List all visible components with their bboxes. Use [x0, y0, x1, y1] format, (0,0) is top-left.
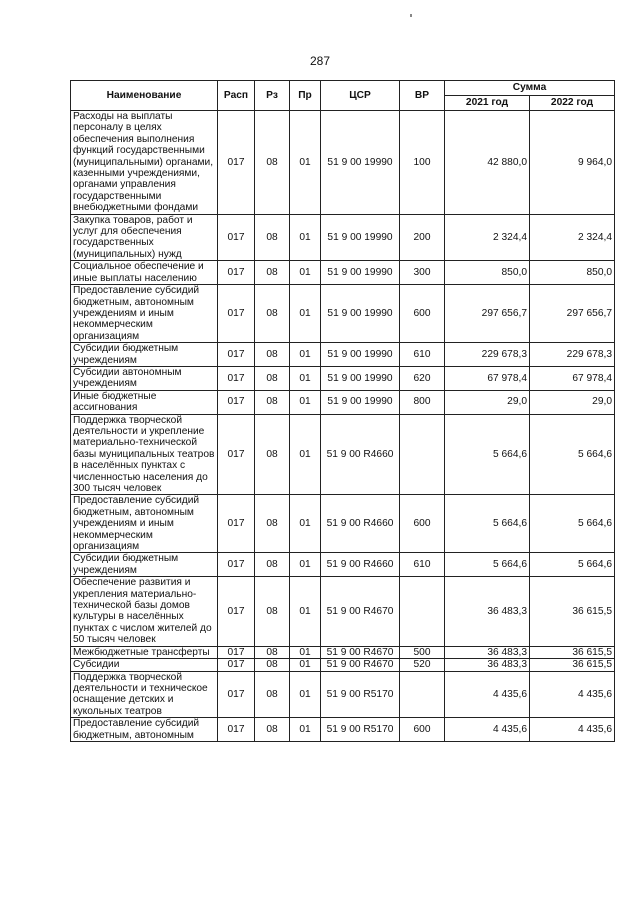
- header-year-2021: 2021 год: [445, 96, 530, 111]
- row-rz: 08: [255, 553, 290, 577]
- row-rasp: 017: [218, 671, 255, 718]
- row-pr: 01: [290, 671, 321, 718]
- header-name: Наименование: [71, 81, 218, 111]
- row-sum-2022: 850,0: [530, 261, 615, 285]
- row-name: Иные бюджетные ассигнования: [71, 390, 218, 414]
- header-sum: Сумма: [445, 81, 615, 96]
- row-vr: 200: [400, 214, 445, 261]
- table-header: [71, 81, 615, 111]
- row-name: Поддержка творческой деятельности и техническое оснащение детских и кукольных театров: [71, 671, 218, 718]
- row-rasp: 017: [218, 553, 255, 577]
- row-csr: 51 9 00 19990: [321, 285, 400, 343]
- row-rasp: 017: [218, 718, 255, 742]
- row-rz: 08: [255, 646, 290, 658]
- row-rasp: 017: [218, 261, 255, 285]
- header-csr: ЦСР: [321, 81, 400, 111]
- row-pr: 01: [290, 111, 321, 215]
- row-rz: 08: [255, 659, 290, 671]
- row-sum-2021: 850,0: [445, 261, 530, 285]
- row-csr: 51 9 00 R4660: [321, 553, 400, 577]
- row-rasp: 017: [218, 414, 255, 495]
- row-pr: 01: [290, 718, 321, 742]
- table-row: [71, 390, 615, 414]
- row-vr: 610: [400, 343, 445, 367]
- row-vr: 620: [400, 366, 445, 390]
- table-row: [71, 671, 615, 718]
- row-rz: 08: [255, 343, 290, 367]
- row-csr: 51 9 00 R5170: [321, 671, 400, 718]
- row-sum-2021: 42 880,0: [445, 111, 530, 215]
- row-name: Обеспечение развития и укрепления материально-технической базы домов культуры в населённых пунктах с числом жителей до 50 тысяч человек: [71, 577, 218, 646]
- row-name: Закупка товаров, работ и услуг для обеспечения государственных (муниципальных) нужд: [71, 214, 218, 261]
- row-rz: 08: [255, 671, 290, 718]
- header-rz: Рз: [255, 81, 290, 111]
- row-csr: 51 9 00 R4660: [321, 495, 400, 553]
- row-csr: 51 9 00 19990: [321, 261, 400, 285]
- row-sum-2022: 4 435,6: [530, 718, 615, 742]
- row-rasp: 017: [218, 285, 255, 343]
- row-sum-2021: 4 435,6: [445, 718, 530, 742]
- table-row: [71, 495, 615, 553]
- row-sum-2022: 4 435,6: [530, 671, 615, 718]
- row-pr: 01: [290, 495, 321, 553]
- row-rasp: 017: [218, 495, 255, 553]
- row-rz: 08: [255, 111, 290, 215]
- row-rz: 08: [255, 285, 290, 343]
- row-csr: 51 9 00 19990: [321, 214, 400, 261]
- table-row: [71, 553, 615, 577]
- table-row: [71, 414, 615, 495]
- row-pr: 01: [290, 553, 321, 577]
- row-vr: 600: [400, 495, 445, 553]
- row-sum-2021: 229 678,3: [445, 343, 530, 367]
- table-row: [71, 577, 615, 646]
- row-name: Расходы на выплаты персоналу в целях обеспечения выполнения функций государственными (муниципальными) органами, казенными учреждениями, органами управления государственными внебюджетными фондами: [71, 111, 218, 215]
- row-name: Межбюджетные трансферты: [71, 646, 218, 658]
- row-vr: 610: [400, 553, 445, 577]
- row-vr: 520: [400, 659, 445, 671]
- row-name: Поддержка творческой деятельности и укрепление материально-технической базы муниципальных театров в населённых пунктах с численностью населения до 300 тысяч человек: [71, 414, 218, 495]
- row-vr: 800: [400, 390, 445, 414]
- row-vr: [400, 671, 445, 718]
- row-rasp: 017: [218, 659, 255, 671]
- table-row: [71, 111, 615, 215]
- row-pr: 01: [290, 366, 321, 390]
- row-pr: 01: [290, 659, 321, 671]
- row-rz: 08: [255, 390, 290, 414]
- row-vr: 100: [400, 111, 445, 215]
- row-sum-2021: 67 978,4: [445, 366, 530, 390]
- row-vr: 600: [400, 285, 445, 343]
- row-sum-2021: 4 435,6: [445, 671, 530, 718]
- row-sum-2022: 297 656,7: [530, 285, 615, 343]
- row-vr: [400, 577, 445, 646]
- row-sum-2021: 36 483,3: [445, 646, 530, 658]
- row-rz: 08: [255, 577, 290, 646]
- row-rasp: 017: [218, 214, 255, 261]
- row-pr: 01: [290, 343, 321, 367]
- row-sum-2021: 36 483,3: [445, 577, 530, 646]
- header-rasp: Расп: [218, 81, 255, 111]
- row-csr: 51 9 00 19990: [321, 111, 400, 215]
- row-vr: 300: [400, 261, 445, 285]
- row-sum-2022: 5 664,6: [530, 495, 615, 553]
- row-rz: 08: [255, 414, 290, 495]
- row-csr: 51 9 00 R4670: [321, 577, 400, 646]
- row-csr: 51 9 00 R4670: [321, 646, 400, 658]
- row-name: Предоставление субсидий бюджетным, автономным учреждениям и иным некоммерческим организациям: [71, 285, 218, 343]
- row-rasp: 017: [218, 646, 255, 658]
- row-sum-2022: 67 978,4: [530, 366, 615, 390]
- row-pr: 01: [290, 646, 321, 658]
- row-rasp: 017: [218, 577, 255, 646]
- table-row: [71, 718, 615, 742]
- row-name: Социальное обеспечение и иные выплаты населению: [71, 261, 218, 285]
- row-rz: 08: [255, 495, 290, 553]
- row-pr: 01: [290, 214, 321, 261]
- header-pr: Пр: [290, 81, 321, 111]
- scan-speck: [410, 14, 412, 17]
- row-csr: 51 9 00 R5170: [321, 718, 400, 742]
- row-sum-2022: 5 664,6: [530, 414, 615, 495]
- row-rz: 08: [255, 261, 290, 285]
- row-sum-2021: 2 324,4: [445, 214, 530, 261]
- table-row: [71, 214, 615, 261]
- row-name: Предоставление субсидий бюджетным, автономным: [71, 718, 218, 742]
- row-vr: 600: [400, 718, 445, 742]
- row-pr: 01: [290, 390, 321, 414]
- row-pr: 01: [290, 261, 321, 285]
- row-csr: 51 9 00 R4660: [321, 414, 400, 495]
- row-pr: 01: [290, 414, 321, 495]
- row-sum-2022: 5 664,6: [530, 553, 615, 577]
- row-sum-2021: 29,0: [445, 390, 530, 414]
- row-sum-2021: 297 656,7: [445, 285, 530, 343]
- row-csr: 51 9 00 19990: [321, 366, 400, 390]
- row-sum-2022: 29,0: [530, 390, 615, 414]
- row-csr: 51 9 00 19990: [321, 390, 400, 414]
- row-sum-2022: 2 324,4: [530, 214, 615, 261]
- row-sum-2022: 36 615,5: [530, 577, 615, 646]
- row-name: Субсидии: [71, 659, 218, 671]
- row-sum-2022: 9 964,0: [530, 111, 615, 215]
- row-name: Субсидии бюджетным учреждениям: [71, 553, 218, 577]
- row-rz: 08: [255, 718, 290, 742]
- table-row: [71, 646, 615, 658]
- header-vr: ВР: [400, 81, 445, 111]
- table-row: [71, 343, 615, 367]
- row-rasp: 017: [218, 111, 255, 215]
- row-name: Предоставление субсидий бюджетным, автономным учреждениям и иным некоммерческим организациям: [71, 495, 218, 553]
- row-sum-2022: 36 615,5: [530, 646, 615, 658]
- row-sum-2021: 36 483,3: [445, 659, 530, 671]
- row-vr: [400, 414, 445, 495]
- row-sum-2021: 5 664,6: [445, 414, 530, 495]
- page-number: 287: [309, 54, 331, 68]
- row-sum-2022: 36 615,5: [530, 659, 615, 671]
- row-rasp: 017: [218, 390, 255, 414]
- row-csr: 51 9 00 R4670: [321, 659, 400, 671]
- row-sum-2021: 5 664,6: [445, 553, 530, 577]
- row-sum-2021: 5 664,6: [445, 495, 530, 553]
- row-sum-2022: 229 678,3: [530, 343, 615, 367]
- table-body: [71, 111, 615, 742]
- table-row: [71, 366, 615, 390]
- row-rasp: 017: [218, 366, 255, 390]
- table-row: [71, 261, 615, 285]
- row-name: Субсидии автономным учреждениям: [71, 366, 218, 390]
- row-rasp: 017: [218, 343, 255, 367]
- row-pr: 01: [290, 285, 321, 343]
- row-rz: 08: [255, 214, 290, 261]
- row-name: Субсидии бюджетным учреждениям: [71, 343, 218, 367]
- row-rz: 08: [255, 366, 290, 390]
- row-pr: 01: [290, 577, 321, 646]
- header-year-2022: 2022 год: [530, 96, 615, 111]
- budget-table: [70, 80, 615, 742]
- table-row: [71, 659, 615, 671]
- row-vr: 500: [400, 646, 445, 658]
- row-csr: 51 9 00 19990: [321, 343, 400, 367]
- table-row: [71, 285, 615, 343]
